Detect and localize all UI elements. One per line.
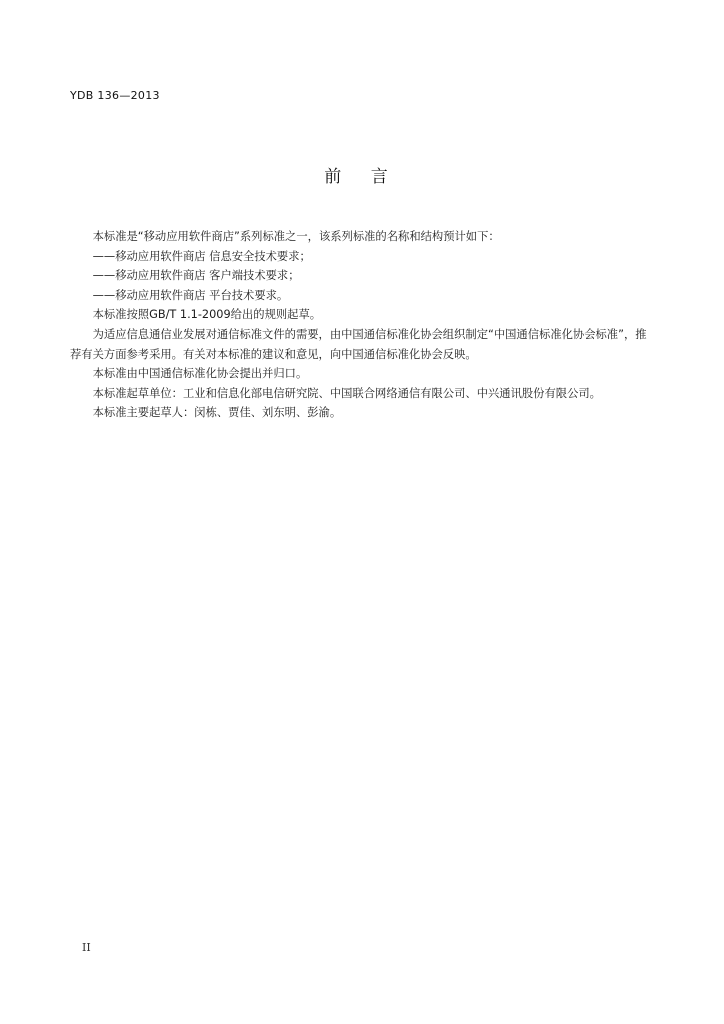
- paragraph-drafting-units: 本标准起草单位：工业和信息化部电信研究院、中国联合网络通信有限公司、中兴通讯股份有限公司。: [92, 386, 601, 400]
- paragraph-drafters: 本标准主要起草人：闵栋、贾佳、刘东明、彭渝。: [92, 406, 342, 420]
- page-title: 前 言: [324, 167, 400, 187]
- page-number: II: [82, 941, 91, 954]
- list-item-security: ——移动应用软件商店 信息安全技术要求；: [92, 249, 311, 263]
- document-code: YDB 136—2013: [70, 89, 160, 102]
- document-body: [70, 227, 655, 423]
- paragraph-purpose: 为适应信息通信业发展对通信标准文件的需要，由中国通信标准化协会组织制定“中国通信标准化协会标准”，推荐有关方面参考采用。有关对本标准的建议和意见，向中国通信标准化协会反映。: [70, 327, 647, 361]
- paragraph-drafting-rules: 本标准按照GB/T 1.1-2009给出的规则起草。: [92, 308, 322, 322]
- paragraph-series-intro: 本标准是“移动应用软件商店”系列标准之一，该系列标准的名称和结构预计如下：: [92, 230, 500, 243]
- list-item-client: ——移动应用软件商店 客户端技术要求；: [92, 269, 300, 283]
- paragraph-proposer: 本标准由中国通信标准化协会提出并归口。: [92, 367, 308, 381]
- list-item-platform: ——移动应用软件商店 平台技术要求。: [92, 288, 289, 302]
